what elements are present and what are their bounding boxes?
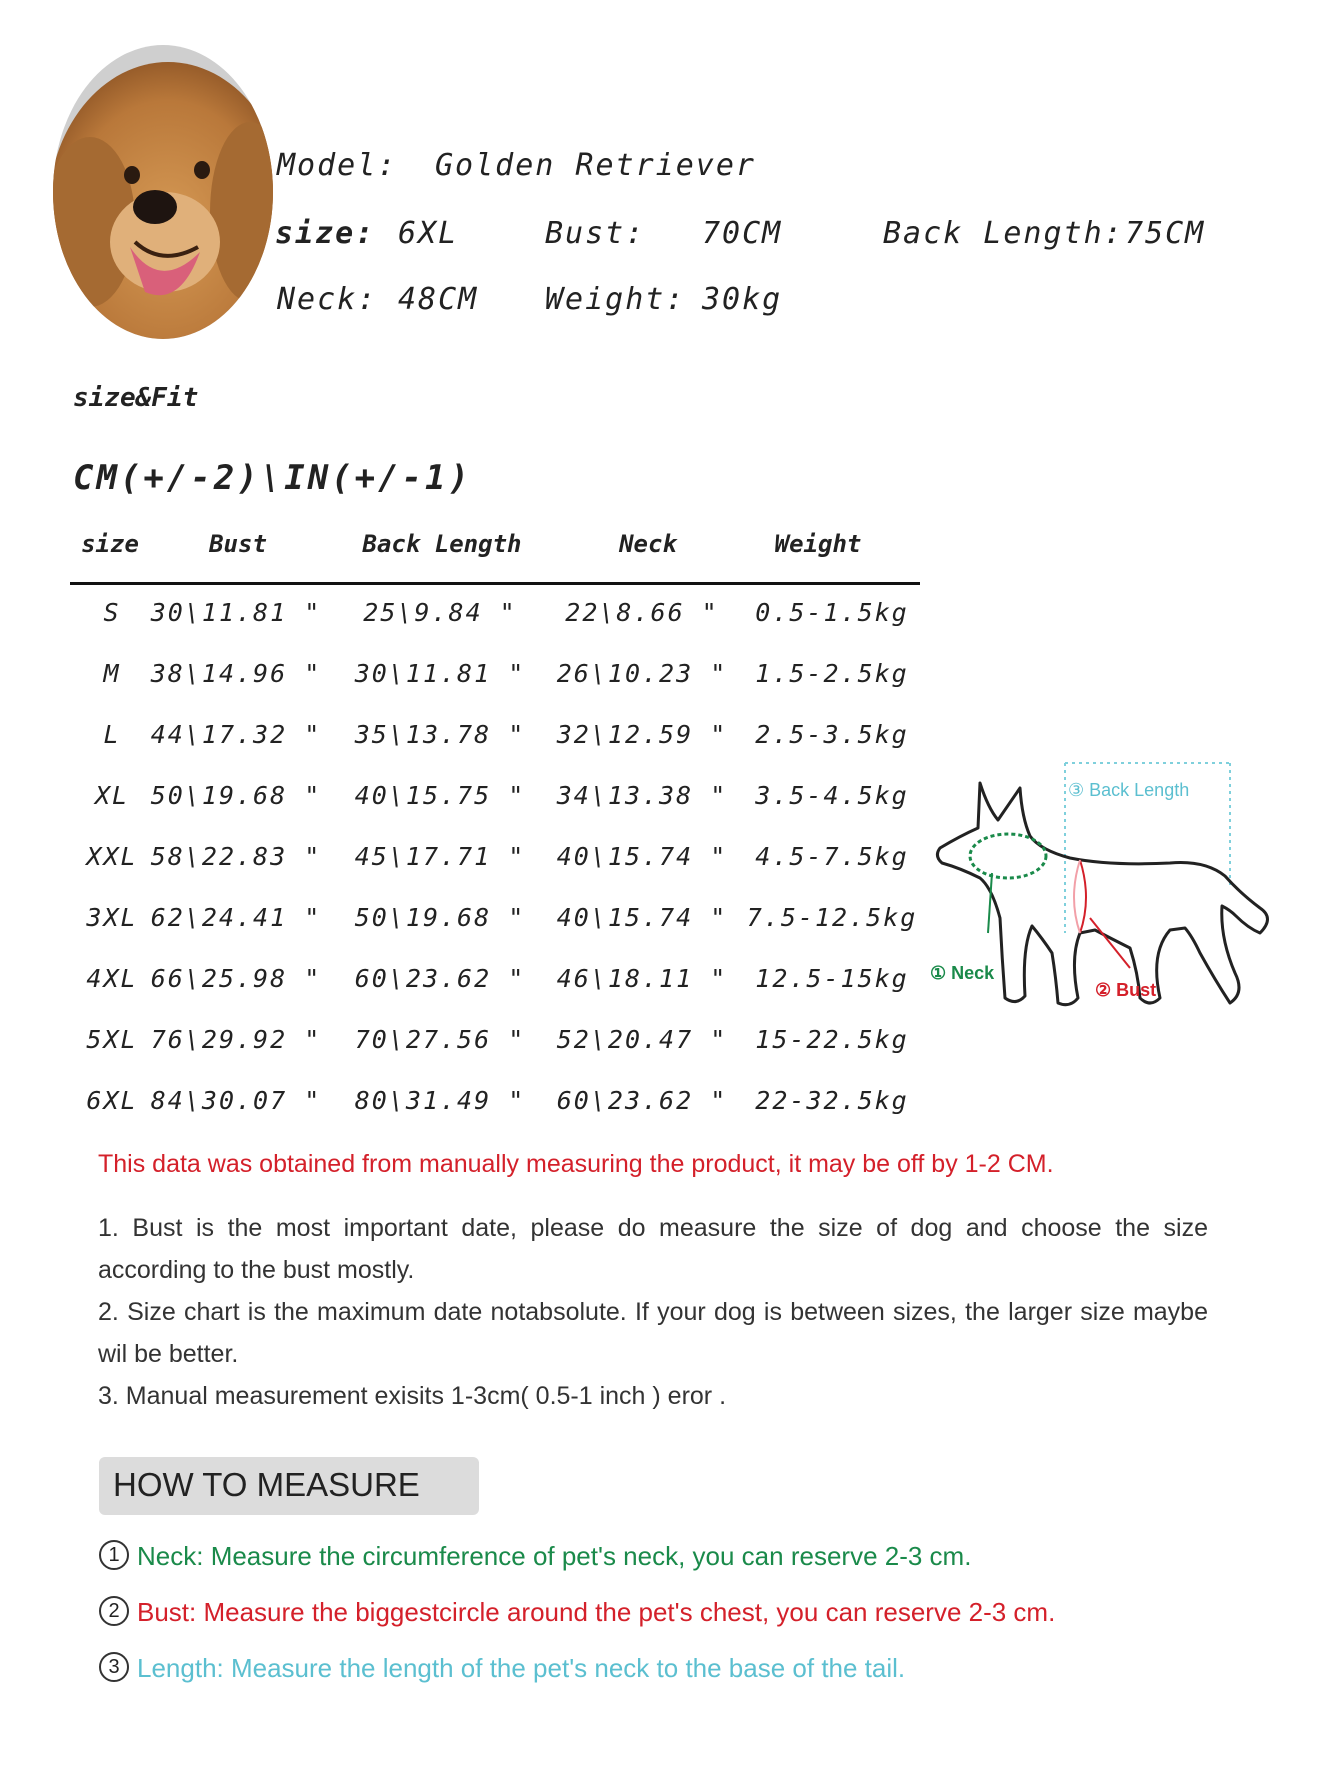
- table-cell: 38\14.96 ": [150, 659, 322, 688]
- dog-measure-diagram: [930, 758, 1290, 1048]
- table-cell: 40\15.74 ": [556, 842, 728, 871]
- step-number-icon: 1: [99, 1540, 129, 1570]
- back-length-label: Back Length:: [883, 216, 1124, 251]
- table-cell: 35\13.78 ": [354, 720, 526, 749]
- step-text: Measure the biggestcircle around the pet's chest, you can reserve 2-3 cm.: [196, 1597, 1056, 1627]
- table-cell: 25\9.84 ": [363, 598, 517, 627]
- neck-value: 48CM: [398, 282, 479, 317]
- table-cell: 66\25.98 ": [150, 964, 322, 993]
- table-cell: 70\27.56 ": [354, 1025, 526, 1054]
- step-text: Measure the length of the pet's neck to the base of the tail.: [223, 1653, 906, 1683]
- measure-step-neck: [99, 1541, 971, 1573]
- dog-photo: [50, 42, 276, 342]
- size-value: 6XL: [398, 216, 459, 251]
- table-cell: 15-22.5kg: [755, 1025, 909, 1054]
- accuracy-warning: This data was obtained from manually measuring the product, it may be off by 1-2 CM.: [98, 1150, 1054, 1178]
- table-cell: 0.5-1.5kg: [755, 598, 909, 627]
- diagram-bust-label: ② Bust: [1095, 980, 1157, 1000]
- size-cell: L: [103, 720, 121, 749]
- how-to-measure-title: HOW TO MEASURE: [113, 1466, 420, 1503]
- size-cell: M: [103, 659, 121, 688]
- header-weight: Weight: [774, 530, 862, 558]
- diagram-neck-label: ① Neck: [930, 963, 995, 983]
- note-item: 3. Manual measurement exisits 1-3cm( 0.5-1 inch ) eror .: [98, 1382, 727, 1410]
- step-label: Neck:: [137, 1541, 204, 1571]
- weight-label: Weight:: [545, 282, 686, 317]
- header-neck: Neck: [619, 530, 677, 558]
- model-value: Golden Retriever: [435, 148, 756, 183]
- size-fit-title: size&Fit: [73, 383, 199, 413]
- table-cell: 1.5-2.5kg: [755, 659, 909, 688]
- table-cell: 30\11.81 ": [354, 659, 526, 688]
- neck-label: Neck:: [277, 282, 378, 317]
- header-bust: Bust: [209, 530, 267, 558]
- dog-outline-icon: [930, 758, 1290, 1048]
- table-divider: [70, 582, 920, 585]
- sizing-notes: [98, 1207, 1208, 1417]
- table-cell: 40\15.74 ": [556, 903, 728, 932]
- step-label: Bust:: [137, 1597, 197, 1627]
- size-cell: S: [103, 598, 121, 627]
- size-cell: 3XL: [86, 903, 138, 932]
- table-cell: 22\8.66 ": [565, 598, 719, 627]
- table-cell: 60\23.62 ": [556, 1086, 728, 1115]
- table-cell: 80\31.49 ": [354, 1086, 526, 1115]
- step-label: Length:: [137, 1653, 224, 1683]
- size-cell: 4XL: [86, 964, 138, 993]
- table-cell: 7.5-12.5kg: [746, 903, 918, 932]
- step-number-icon: 3: [99, 1652, 129, 1682]
- back-length-value: 75CM: [1125, 216, 1206, 251]
- table-cell: 45\17.71 ": [354, 842, 526, 871]
- bust-label: Bust:: [545, 216, 646, 251]
- table-cell: 50\19.68 ": [354, 903, 526, 932]
- size-cell: XL: [94, 781, 130, 810]
- table-cell: 26\10.23 ": [556, 659, 728, 688]
- header-back-length: Back Length: [362, 530, 522, 558]
- note-item: 2. Size chart is the maximum date notabsolute. If your dog is between sizes, the larger size maybe wil be better.: [98, 1298, 1208, 1368]
- bust-value: 70CM: [702, 216, 783, 251]
- table-cell: 52\20.47 ": [556, 1025, 728, 1054]
- size-cell: 6XL: [86, 1086, 138, 1115]
- table-cell: 32\12.59 ": [556, 720, 728, 749]
- measure-step-bust: [99, 1597, 1055, 1629]
- table-cell: 62\24.41 ": [150, 903, 322, 932]
- table-cell: 3.5-4.5kg: [755, 781, 909, 810]
- table-cell: 46\18.11 ": [556, 964, 728, 993]
- units-note: CM(+/-2)\IN(+/-1): [73, 458, 472, 498]
- table-cell: 58\22.83 ": [150, 842, 322, 871]
- table-cell: 22-32.5kg: [755, 1086, 909, 1115]
- table-cell: 50\19.68 ": [150, 781, 322, 810]
- model-label: Model:: [277, 148, 398, 183]
- table-cell: 44\17.32 ": [150, 720, 322, 749]
- diagram-back-length-label: ③ Back Length: [1068, 780, 1190, 800]
- step-text: Measure the circumference of pet's neck, you can reserve 2-3 cm.: [203, 1541, 972, 1571]
- size-cell: 5XL: [86, 1025, 138, 1054]
- table-cell: 34\13.38 ": [556, 781, 728, 810]
- table-cell: 40\15.75 ": [354, 781, 526, 810]
- table-cell: 60\23.62 ": [354, 964, 526, 993]
- table-cell: 84\30.07 ": [150, 1086, 322, 1115]
- table-cell: 12.5-15kg: [755, 964, 909, 993]
- how-to-measure-heading: [99, 1457, 479, 1515]
- header-size: size: [81, 530, 139, 558]
- size-cell: XXL: [86, 842, 138, 871]
- measure-step-length: [99, 1653, 905, 1685]
- table-cell: 4.5-7.5kg: [755, 842, 909, 871]
- table-cell: 30\11.81 ": [150, 598, 322, 627]
- weight-value: 30kg: [702, 282, 783, 317]
- table-cell: 2.5-3.5kg: [755, 720, 909, 749]
- step-number-icon: 2: [99, 1596, 129, 1626]
- size-label: size:: [275, 216, 376, 251]
- note-item: 1. Bust is the most important date, please do measure the size of dog and choose the size according to the bust mostly.: [98, 1214, 1208, 1284]
- table-cell: 76\29.92 ": [150, 1025, 322, 1054]
